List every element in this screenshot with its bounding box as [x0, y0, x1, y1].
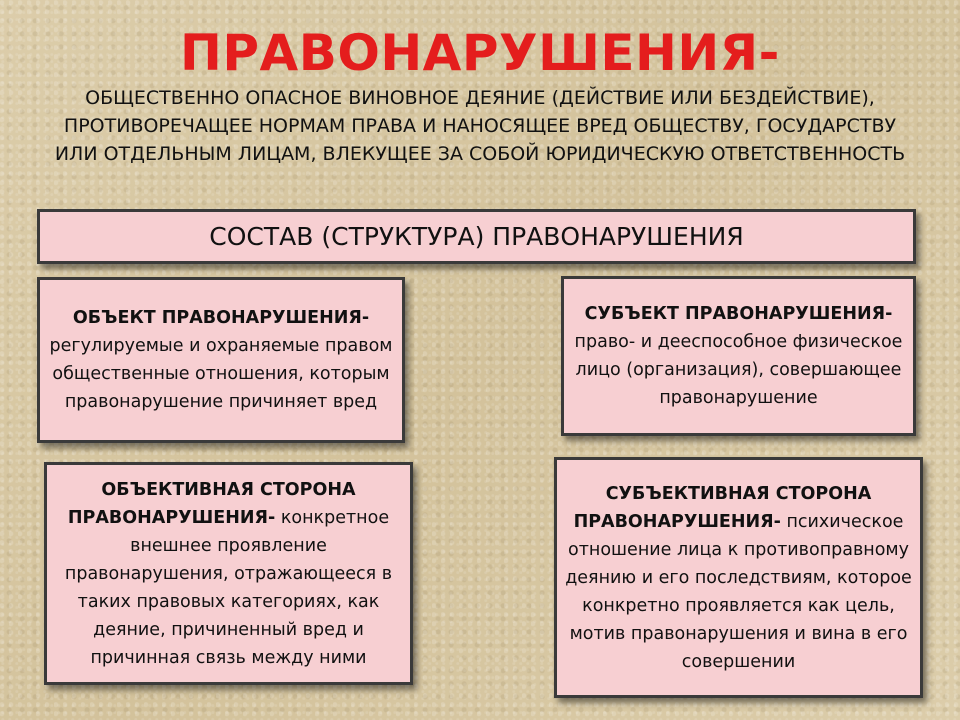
slide-title: ПРАВОНАРУШЕНИЯ- — [180, 24, 780, 82]
objective-side-card — [44, 462, 413, 685]
subjective-side-content — [565, 480, 912, 676]
structure-header-label: СОСТАВ (СТРУКТУРА) ПРАВОНАРУШЕНИЯ — [209, 222, 744, 251]
subject-term: СУБЪЕКТ ПРАВОНАРУШЕНИЯ- — [584, 304, 893, 324]
subject-card — [561, 276, 916, 436]
subjective-side-card — [554, 457, 923, 698]
object-content — [48, 304, 394, 416]
subjective-side-term: СУБЪЕКТИВНАЯ СТОРОНА ПРАВОНАРУШЕНИЯ- — [573, 483, 872, 532]
object-description: регулируемые и охраняемые правом общественные отношения, которым правонарушение причиняет вред — [49, 336, 393, 412]
subjective-side-description: психическое отношение лица к противоправному деянию и его последствиям, которое конкретно проявляется как цель, мотив правонарушения и вина в его совершении — [565, 511, 912, 672]
structure-header-box — [37, 209, 916, 264]
objective-side-content — [55, 476, 402, 672]
definition-text: ОБЩЕСТВЕННО ОПАСНОЕ ВИНОВНОЕ ДЕЯНИЕ (ДЕЙСТВИЕ ИЛИ БЕЗДЕЙСТВИЕ), ПРОТИВОРЕЧАЩЕЕ НОРМАМ ПРАВА И НАНОСЯЩЕЕ ВРЕД ОБЩЕСТВУ, ГОСУДАРСТВУ ИЛИ ОТДЕЛЬНЫМ ЛИЦАМ, ВЛЕКУЩЕЕ ЗА СОБОЙ ЮРИДИЧЕСКУЮ ОТВЕТСТВЕННОСТЬ — [54, 87, 906, 165]
object-card — [37, 277, 405, 443]
subject-content — [572, 300, 905, 412]
objective-side-term: ОБЪЕКТИВНАЯ СТОРОНА ПРАВОНАРУШЕНИЯ- — [67, 479, 356, 528]
object-term: ОБЪЕКТ ПРАВОНАРУШЕНИЯ- — [72, 308, 370, 328]
subject-description: право- и дееспособное физическое лицо (организация), совершающее правонарушение — [574, 332, 903, 408]
objective-side-description: конкретное внешнее проявление правонарушения, отражающееся в таких правовых категориях, как деяние, причиненный вред и причинная связь между ними — [64, 507, 393, 668]
